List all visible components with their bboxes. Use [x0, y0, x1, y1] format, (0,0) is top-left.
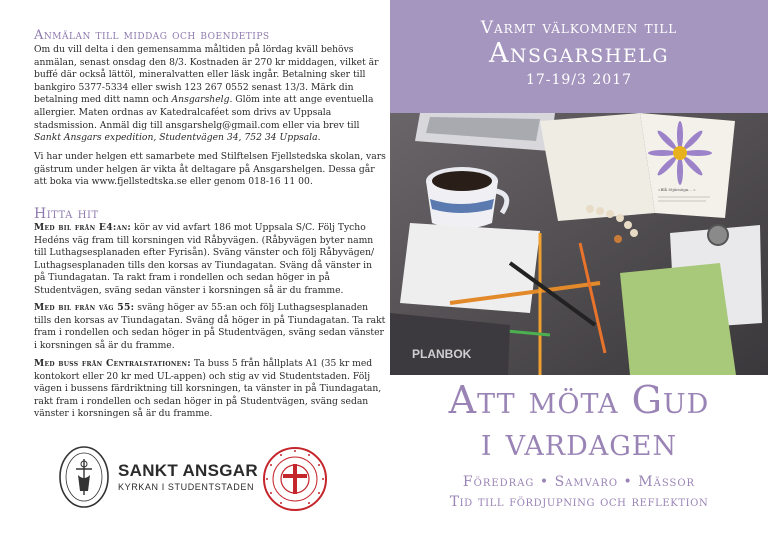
event-dates: 17-19/3 2017 — [525, 72, 633, 88]
sankt-ansgar-seal-icon — [58, 445, 110, 509]
event-name: Ansgarshelg — [488, 38, 670, 69]
dinner-text-em-1: Ansgarshelg — [171, 94, 230, 106]
section-heading-directions: Hitta hit — [34, 206, 99, 222]
sankt-ansgar-name: SANKT ANSGAR — [118, 461, 258, 480]
directions-bus-text: Ta buss 5 från hållplats A1 (35 kr med kontokort eller 20 kr med UL-appen) och stig av vid Studentstaden. Följ vägen i bussens färdriktning till korsningen, ta vänster in på Tiundagatan, rakt fram i rondellen och sedan höger in på Studentvägen, sväng sedan vänster i korsningen så är du framme. — [34, 358, 382, 420]
directions-bus — [34, 358, 386, 421]
fjellstedtska-seal-icon — [262, 446, 328, 512]
dinner-paragraph — [34, 44, 386, 145]
photo-book-caption: »Blå Stjärnöga... « — [658, 187, 696, 192]
lodging-text: Vi har under helgen ett samarbete med Stilftelsen Fjellstedska skolan, vars gästrum under helgen är vikta åt deltagare på Ansgarshelgen. Dessa går att boka via www.fjellstedtska.se eller genom 018-16 11 00. — [34, 151, 386, 188]
desk-photo-illustration — [390, 113, 768, 375]
fjellstedtska-logo — [262, 446, 328, 512]
main-title-line1: Att möta Gud — [448, 378, 710, 422]
tagline-activities: Föredrag • Samvaro • Mässor — [462, 474, 696, 490]
photo-planbok-label: PLANBOK — [412, 347, 472, 361]
directions-e4-lead: Med bil från E4:an: — [34, 222, 132, 233]
dinner-text-1: Om du vill delta i den gemensamma måltiden på lördag kväll behövs anmälan, senast onsdag den 8/3. Kostnaden är 270 kr middagen, vilket är buffé där också lättöl, mineralvatten eller läsk ingår. Betalning sker till bankgiro 5377-5334 eller swish 123 267 0552 senast 13/3. Märk din betalning med ditt namn och — [34, 44, 379, 106]
dinner-address: Sankt Ansgars expedition, Studentvägen 34, 752 34 Uppsala. — [34, 132, 321, 144]
section-heading-dinner: Anmälan till middag och boendetips — [34, 28, 270, 43]
dinner-text-2: . Glöm inte att ange eventuella allergier. Maten ordnas av Katedralcaféet som drivs av Uppsala stadsmission. Anmäl dig till ansgarshelg@gmail.com eller via brev till — [34, 94, 374, 131]
cover-photo — [390, 113, 768, 375]
header-banner — [390, 0, 768, 113]
directions-55-lead: Med bil från väg 55: — [34, 302, 135, 313]
directions-e4 — [34, 222, 386, 298]
tagline-reflection: Tid till fördjupning och reflektion — [449, 494, 709, 510]
directions-55-text: sväng höger av 55:an och följ Luthagsesplanaden tills den korsas av Tiundagatan. Sväng då höger in på Tiundagatan. Ta rakt fram i rondellen och sedan höger in på Studentvägen, sväng sedan vänster i korsningen så är du framme. — [34, 302, 386, 351]
directions-55 — [34, 302, 386, 352]
sankt-ansgar-logo — [58, 445, 288, 515]
main-title-line2: i vardagen — [480, 420, 678, 464]
directions-e4-text: kör av vid avfart 186 mot Uppsala S/C. Följ Tycho Hedéns väg fram till korsningen vid Råbyvägen. (Råbyvägen byter namn till Luthagsesplanaden efter Fyrisån). Sväng vänster och följ Råbyvägen/ Luthagsesplanaden tills den korsas av Tiundagatan. Sväng då vänster in på Tiundagatan. Ta rakt fram i rondellen och sedan höger in på Studentvägen, sväng sedan vänster i korsningen så är du framme. — [34, 222, 375, 296]
sankt-ansgar-subtitle: KYRKAN I STUDENTSTADEN — [118, 482, 255, 492]
right-page — [390, 0, 768, 543]
lodging-paragraph — [34, 151, 386, 189]
directions-bus-lead: Med buss från Centralstationen: — [34, 358, 191, 369]
welcome-text: Varmt välkommen till — [480, 18, 678, 38]
